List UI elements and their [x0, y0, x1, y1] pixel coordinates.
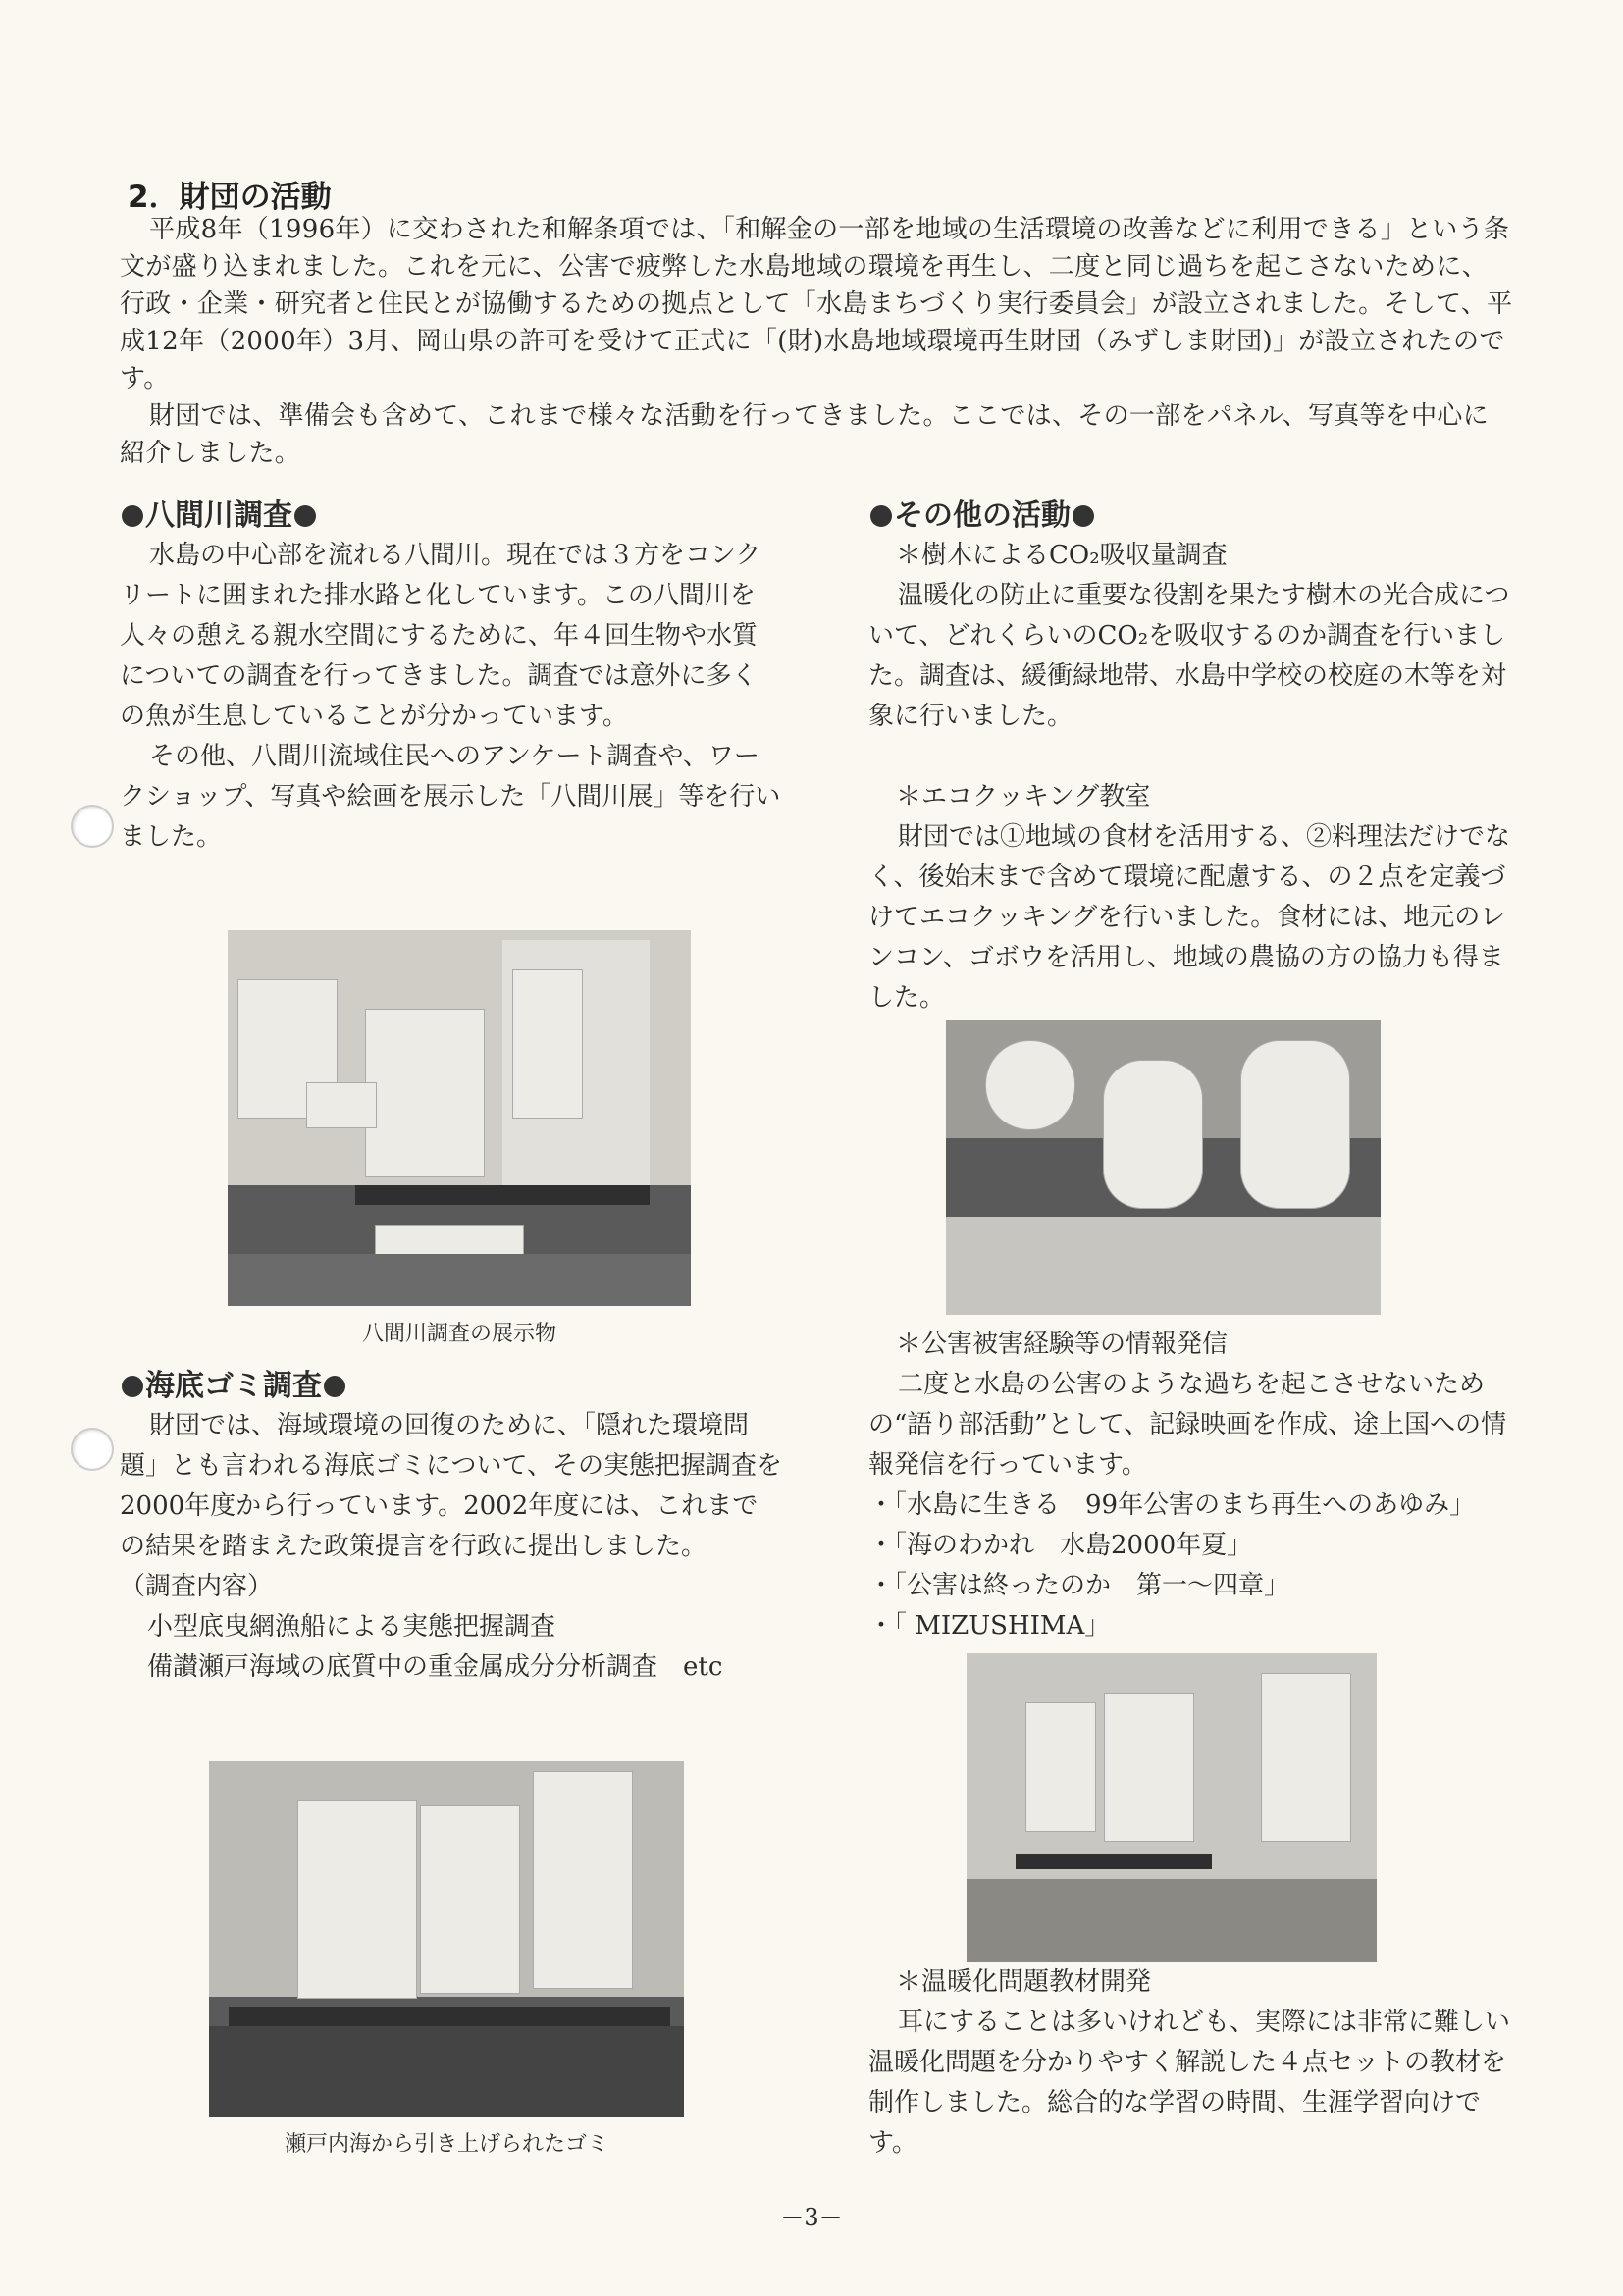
ondanka-section [868, 1962, 1516, 2164]
kaitei-garbage-photo [209, 1761, 684, 2117]
other-activities-heading: その他の活動 [868, 496, 1516, 536]
hazamagawa-section [120, 496, 782, 858]
hazamagawa-exhibit-photo [228, 930, 691, 1306]
film-3: ・「公害は終ったのか 第一～四章」 [868, 1571, 1290, 1600]
kaitei-item-1: 小型底曳網漁船による実態把握調査 [147, 1612, 556, 1642]
bullet-icon [870, 505, 892, 527]
intro-text [120, 211, 1513, 472]
film-1: ・「水島に生きる 99年公害のまち再生へのあゆみ」 [868, 1490, 1476, 1520]
bullet-icon [122, 1376, 143, 1397]
page-number: －3－ [780, 2204, 843, 2231]
kaitei-note: （調査内容） [120, 1572, 274, 1601]
other-activities-section [868, 496, 1516, 1018]
hazamagawa-caption: 八間川調査の展示物 [361, 1322, 556, 1346]
bullet-icon [294, 505, 316, 527]
kogai-body: 二度と水島の公害のような過ちを起こさせないための“語り部活動”として、記録映画を作成、途上国への情報発信を行っています。 [868, 1370, 1507, 1480]
film-4: ・「 MIZUSHIMA」 [868, 1611, 1111, 1641]
eco-title: ＊エコクッキング教室 [896, 782, 1151, 811]
kogai-exhibit-photo [967, 1653, 1377, 1962]
section-title: 2．財団の活動 [128, 180, 332, 215]
ondanka-title: ＊温暖化問題教材開発 [896, 1967, 1152, 1997]
kaitei-section [120, 1367, 782, 1688]
intro-paragraph-2: 財団では、準備会も含めて、これまで様々な活動を行ってきました。ここでは、その一部をパネル、写真等を中心に紹介しました。 [120, 401, 1490, 468]
film-2: ・「海のわかれ 水島2000年夏」 [868, 1531, 1253, 1560]
co2-body: 温暖化の防止に重要な役割を果たす樹木の光合成について、どれくらいのCO₂を吸収するのか調査を行いました。調査は、緩衝緑地帯、水島中学校の校庭の木等を対象に行いました。 [868, 581, 1510, 731]
punch-hole [71, 1428, 114, 1471]
bullet-icon [324, 1376, 345, 1397]
kogai-title: ＊公害被害経験等の情報発信 [896, 1330, 1229, 1359]
kaitei-item-2: 備讃瀬戸海域の底質中の重金属成分分析調査 etc [147, 1652, 723, 1682]
eco-body: 財団では①地域の食材を活用する、②料理法だけでなく、後始末まで含めて環境に配慮する、の２点を定義づけてエコクッキングを行いました。食材には、地元のレンコン、ゴボウを活用し、地域の農協の方の協力も得ました。 [868, 822, 1511, 1013]
hazamagawa-paragraph-2: その他、八間川流域住民へのアンケート調査や、ワークショップ、写真や絵画を展示した「八間川展」等を行いました。 [120, 742, 781, 852]
co2-title: ＊樹木によるCO₂吸収量調査 [896, 541, 1228, 570]
bullet-icon [1073, 505, 1094, 527]
hazamagawa-paragraph-1: 水島の中心部を流れる八間川。現在では３方をコンクリートに囲まれた排水路と化しています。この八間川を人々の憩える親水空間にするために、年４回生物や水質についての調査を行ってきました。調査では意外に多くの魚が生息していることが分かっています。 [120, 541, 761, 731]
bullet-icon [122, 505, 143, 527]
kaitei-caption: 瀬戸内海から引き上げられたゴミ [284, 2132, 608, 2157]
intro-paragraph-1: 平成8年（1996年）に交わされた和解条項では、「和解金の一部を地域の生活環境の改善などに利用できる」という条文が盛り込まれました。これを元に、公害で疲弊した水島地域の環境を再生し、二度と同じ過ちを起こさないために、行政・企業・研究者と住民とが協働するための拠点として「水島まちづくり実行委員会」が設立されました。そして、平成12年（2000年）3月、岡山県の許可を受けて正式に「(財)水島地域環境再生財団（みずしま財団)」が設立されたのです。 [120, 215, 1513, 393]
hazamagawa-heading: 八間川調査 [120, 496, 782, 536]
eco-cooking-photo [946, 1020, 1381, 1315]
kaitei-heading: 海底ゴミ調査 [120, 1367, 782, 1406]
kaitei-paragraph: 財団では、海域環境の回復のために、「隠れた環境問題」とも言われる海底ゴミについて、その実態把握調査を2000年度から行っています。2002年度には、これまでの結果を踏まえた政策提言を行政に提出しました。 [120, 1411, 782, 1561]
kogai-section [868, 1325, 1516, 1646]
punch-hole [71, 805, 114, 848]
ondanka-body: 耳にすることは多いけれども、実際には非常に難しい温暖化問題を分かりやすく解説した４点セットの教材を制作しました。総合的な学習の時間、生涯学習向けです。 [868, 2008, 1511, 2158]
